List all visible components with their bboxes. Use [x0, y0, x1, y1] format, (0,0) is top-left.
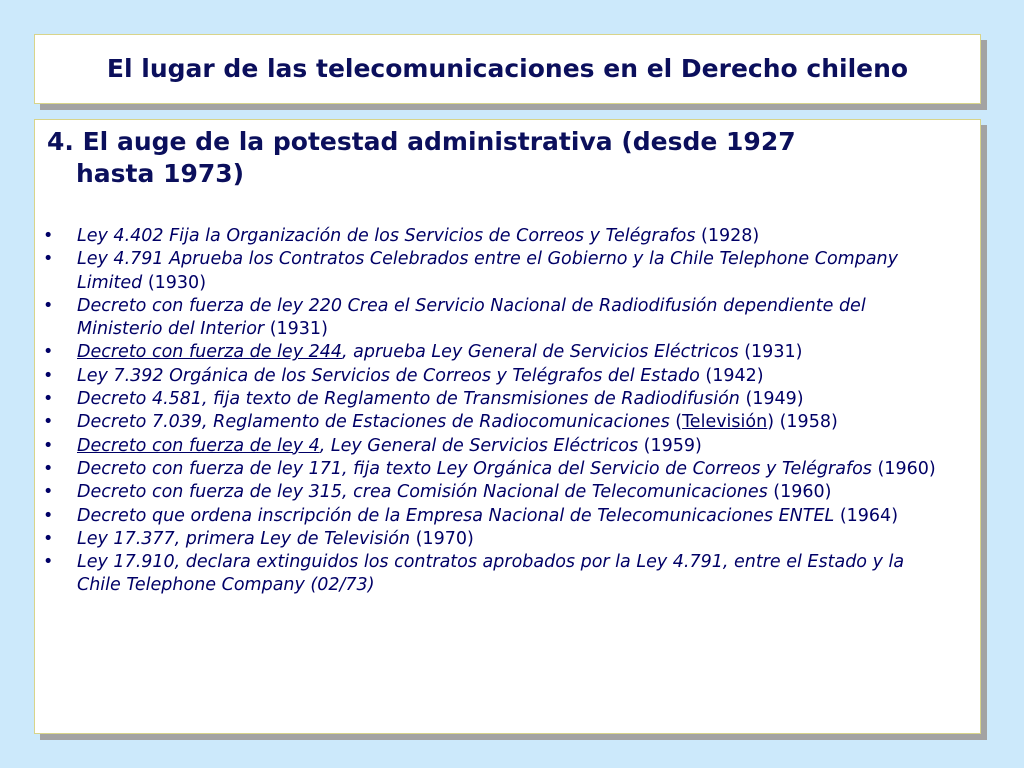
- list-item: • Decreto con fuerza de ley 244, aprueba Ley General de Servicios Eléctricos (1931): [43, 341, 943, 364]
- content-box: [34, 119, 981, 734]
- section-heading: [47, 126, 947, 190]
- list-item: • Decreto con fuerza de ley 171, fija texto Ley Orgánica del Servicio de Correos y Telégrafos (1960): [43, 458, 943, 481]
- section-heading-line1: 4. El auge de la potestad administrativa (desde 1927: [47, 127, 796, 156]
- list-item: • Decreto con fuerza de ley 4, Ley General de Servicios Eléctricos (1959): [43, 435, 943, 458]
- bullet-icon: •: [43, 389, 54, 410]
- list-item: • Ley 17.910, declara extinguidos los contratos aprobados por la Ley 4.791, entre el Estado y la Chile Telephone Company (02/73): [43, 552, 905, 596]
- bullet-icon: •: [43, 552, 54, 573]
- list-item: • Decreto 4.581, fija texto de Reglamento de Transmisiones de Radiodifusión (1949): [43, 388, 943, 411]
- list-item: • Decreto que ordena inscripción de la Empresa Nacional de Telecomunicaciones ENTEL (1964): [43, 505, 943, 528]
- bullet-icon: •: [43, 249, 54, 270]
- bullet-icon: •: [43, 342, 54, 363]
- slide-title: El lugar de las telecomunicaciones en el Derecho chileno: [106, 54, 909, 83]
- list-item: • Ley 17.377, primera Ley de Televisión (1970): [43, 528, 943, 551]
- list-item: • Decreto con fuerza de ley 220 Crea el Servicio Nacional de Radiodifusión dependiente del Ministerio del Interior (1931): [43, 295, 866, 340]
- bullet-icon: •: [43, 295, 54, 316]
- list-item: • Ley 4.402 Fija la Organización de los Servicios de Correos y Telégrafos (1928): [43, 225, 943, 248]
- title-box: [34, 34, 981, 104]
- bullet-icon: •: [43, 226, 54, 246]
- bullet-icon: •: [43, 412, 54, 433]
- bullet-icon: •: [43, 458, 54, 479]
- television-link[interactable]: Televisión: [682, 412, 768, 433]
- bullet-icon: •: [43, 505, 54, 526]
- law-list: [43, 225, 943, 598]
- law-link[interactable]: Decreto con fuerza de ley 4: [77, 435, 320, 456]
- list-item: • Decreto con fuerza de ley 315, crea Comisión Nacional de Telecomunicaciones (1960): [43, 481, 943, 504]
- bullet-icon: •: [43, 365, 54, 386]
- bullet-icon: •: [43, 528, 54, 549]
- list-item: • Ley 7.392 Orgánica de los Servicios de Correos y Telégrafos del Estado (1942): [43, 365, 943, 388]
- bullet-icon: •: [43, 435, 54, 456]
- law-link[interactable]: Decreto con fuerza de ley 244: [77, 342, 343, 363]
- bullet-icon: •: [43, 482, 54, 503]
- section-heading-line2: hasta 1973): [76, 159, 245, 188]
- list-item: • Ley 4.791 Aprueba los Contratos Celebrados entre el Gobierno y la Chile Telephone Company Limited (1930): [43, 249, 898, 293]
- list-item: • Decreto 7.039, Reglamento de Estaciones de Radiocomunicaciones (Televisión) (1958): [43, 411, 943, 434]
